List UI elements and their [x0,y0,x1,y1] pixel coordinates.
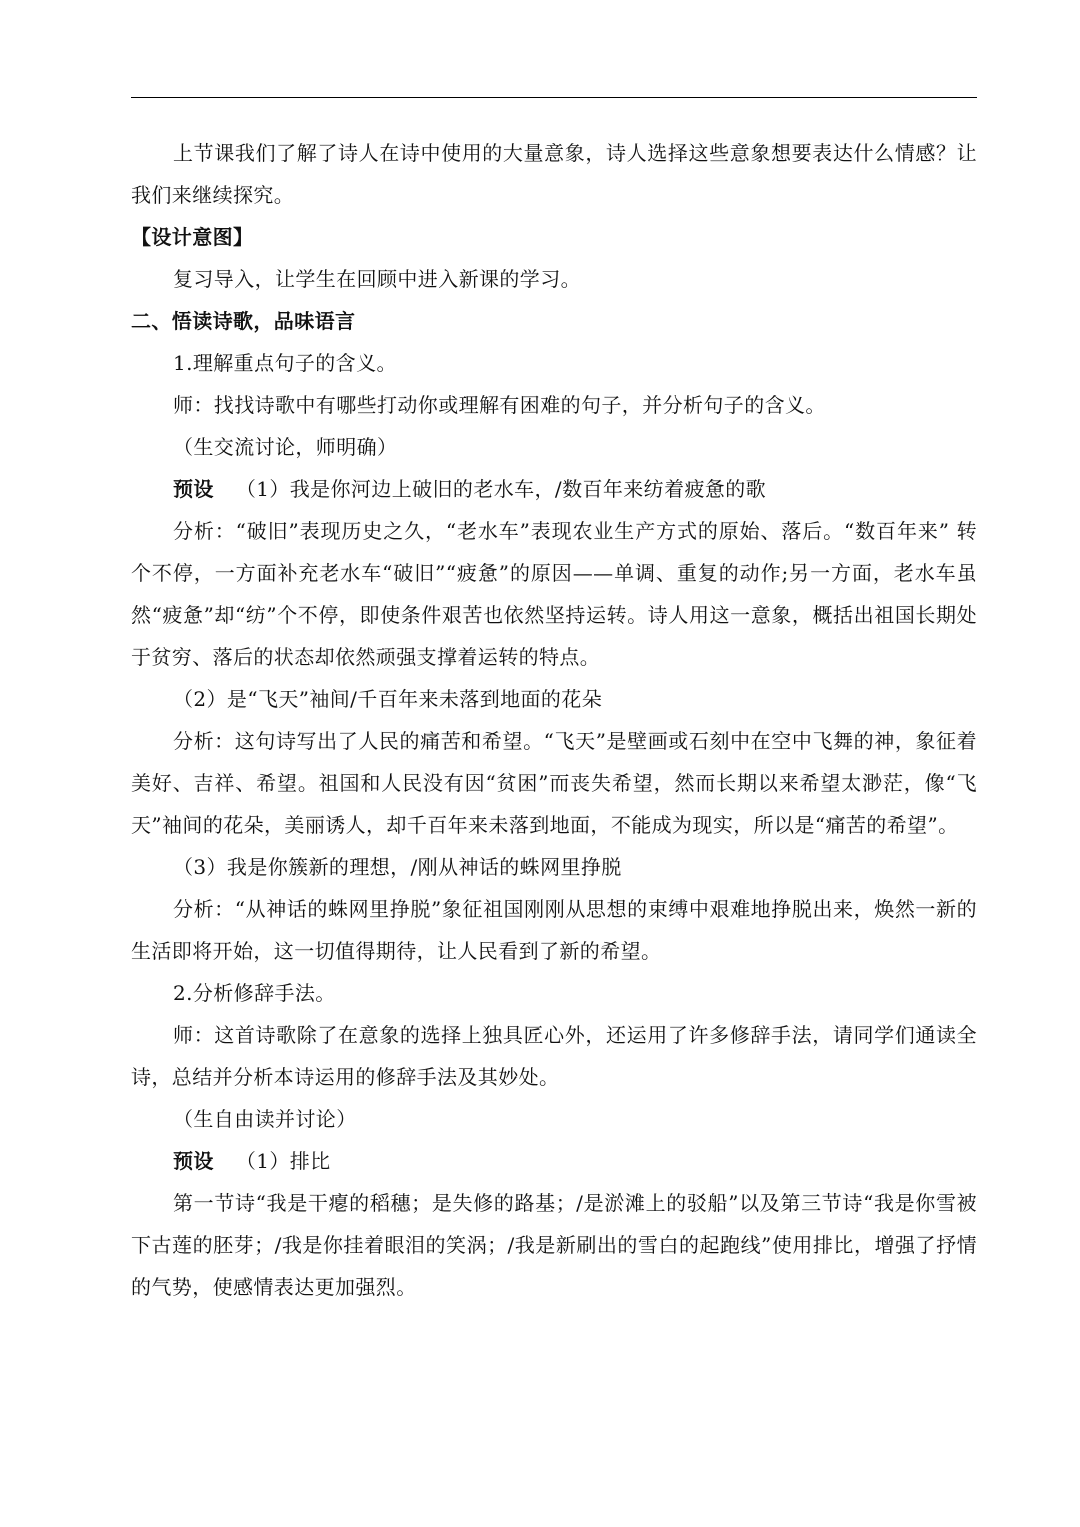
design-intent-heading: 【设计意图】 [131,225,254,249]
intro-paragraph: 上节课我们了解了诗人在诗中使用的大量意象，诗人选择这些意象想要表达什么情感？让我们来继续探究。 [131,141,977,207]
preset-label-1: 预设 [173,477,214,501]
student-activity-2: （生自由读并讨论） [173,1107,357,1131]
subsection-2-title: 2.分析修辞手法。 [173,981,336,1005]
preset-text-2: （1）排比 [235,1149,331,1173]
analysis-3: 分析：“从神话的蛛网里挣脱”象征祖国刚刚从思想的束缚中艰难地挣脱出来，焕然一新的生活即将开始，这一切值得期待，让人民看到了新的希望。 [131,897,977,963]
teacher-prompt-1: 师：找找诗歌中有哪些打动你或理解有困难的句子，并分析句子的含义。 [173,393,826,417]
header-rule [131,97,977,98]
teacher-prompt-2: 师：这首诗歌除了在意象的选择上独具匠心外，还运用了许多修辞手法，请同学们通读全诗，总结并分析本诗运用的修辞手法及其妙处。 [131,1023,977,1089]
analysis-2: 分析：这句诗写出了人民的痛苦和希望。“飞天”是壁画或石刻中在空中飞舞的神，象征着美好、吉祥、希望。祖国和人民没有因“贫困”而丧失希望，然而长期以来希望太渺茫，像“飞天”袖间的花朵，美丽诱人，却千百年来未落到地面，不能成为现实，所以是“痛苦的希望”。 [131,729,977,837]
analysis-1: 分析：“破旧”表现历史之久，“老水车”表现农业生产方式的原始、落后。“数百年来” 转个不停，一方面补充老水车“破旧”“疲惫”的原因——单调、重复的动作;另一方面，老水车虽然“疲惫”却“纺”个不停，即使条件艰苦也依然坚持运转。诗人用这一意象，概括出祖国长期处于贫穷、落后的状态却依然顽强支撑着运转的特点。 [131,519,977,669]
section-heading: 二、悟读诗歌，品味语言 [131,309,356,333]
preset-line-1 [131,468,977,510]
document-body [131,132,977,1308]
example-2: （2）是“飞天”袖间/千百年来未落到地面的花朵 [173,687,603,711]
preset-text-1: （1）我是你河边上破旧的老水车，/数百年来纺着疲惫的歌 [235,477,767,501]
subsection-1-title: 1.理解重点句子的含义。 [173,351,397,375]
example-3: （3）我是你簇新的理想，/刚从神话的蛛网里挣脱 [173,855,622,879]
design-intent-text: 复习导入，让学生在回顾中进入新课的学习。 [173,267,581,291]
student-activity-1: （生交流讨论，师明确） [173,435,398,459]
parallelism-analysis: 第一节诗“我是干瘪的稻穗；是失修的路基；/是淤滩上的驳船”以及第三节诗“我是你雪被下古莲的胚芽；/我是你挂着眼泪的笑涡；/我是新刷出的雪白的起跑线”使用排比，增强了抒情的气势，使感情表达更加强烈。 [131,1191,977,1299]
preset-label-2: 预设 [173,1149,214,1173]
preset-line-2 [131,1140,977,1182]
